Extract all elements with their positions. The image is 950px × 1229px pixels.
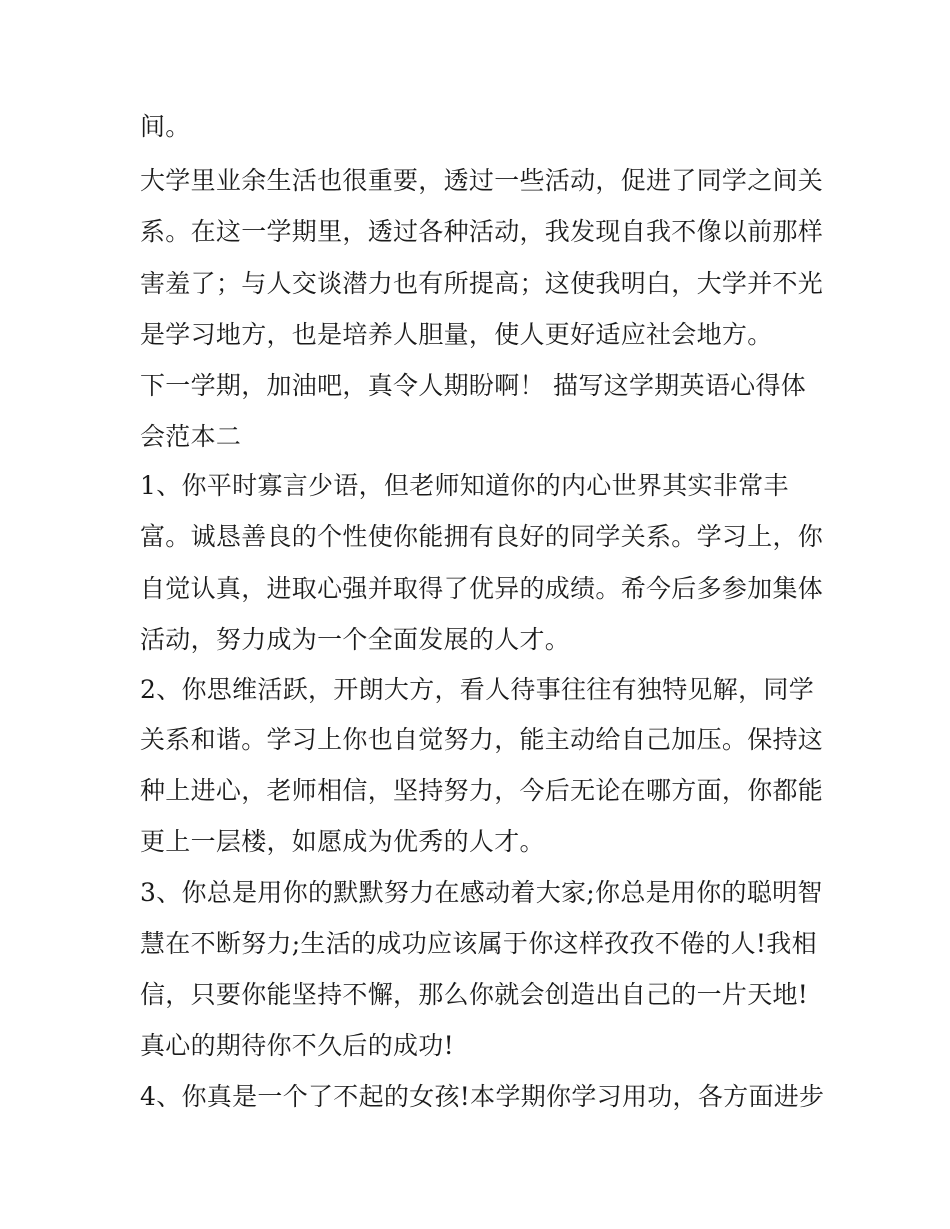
text-line: 1、你平时寡言少语，但老师知道你的内心世界其实非常丰	[140, 471, 789, 500]
text-line: 2、你思维活跃，开朗大方，看人待事往往有独特见解，同学	[140, 675, 815, 704]
text-line: 富。诚恳善良的个性使你能拥有良好的同学关系。学习上，你	[140, 522, 824, 551]
text-line: 关系和谐。学习上你也自觉努力，能主动给自己加压。保持这	[140, 725, 824, 754]
text-line: 种上进心，老师相信，坚持努力，今后无论在哪方面，你都能	[140, 776, 824, 805]
text-line: 4、你真是一个了不起的女孩!本学期你学习用功，各方面进步	[140, 1082, 825, 1111]
text-line: 间。	[140, 112, 191, 141]
text-line: 活动，努力成为一个全面发展的人才。	[140, 625, 571, 654]
text-line: 大学里业余生活也很重要，透过一些活动，促进了同学之间关	[140, 166, 824, 195]
text-line: 慧在不断努力;生活的成功应该属于你这样孜孜不倦的人!我相	[140, 929, 817, 958]
text-line: 自觉认真，进取心强并取得了优异的成绩。希今后多参加集体	[140, 574, 824, 603]
text-line: 系。在这一学期里，透过各种活动，我发现自我不像以前那样	[140, 217, 824, 246]
text-line: 害羞了；与人交谈潜力也有所提高；这使我明白，大学并不光	[140, 269, 824, 298]
text-line: 真心的期待你不久后的成功!	[140, 1031, 454, 1060]
text-line: 是学习地方，也是培养人胆量，使人更好适应社会地方。	[140, 320, 773, 349]
text-line: 信，只要你能坚持不懈，那么你就会创造出自己的一片天地!	[140, 980, 809, 1009]
text-line: 3、你总是用你的默默努力在感动着大家;你总是用你的聪明智	[140, 878, 823, 907]
text-line: 会范本二	[140, 422, 242, 451]
text-line: 更上一层楼，如愿成为优秀的人才。	[140, 827, 545, 856]
text-line: 下一学期，加油吧，真令人期盼啊！ 描写这学期英语心得体	[140, 371, 807, 400]
